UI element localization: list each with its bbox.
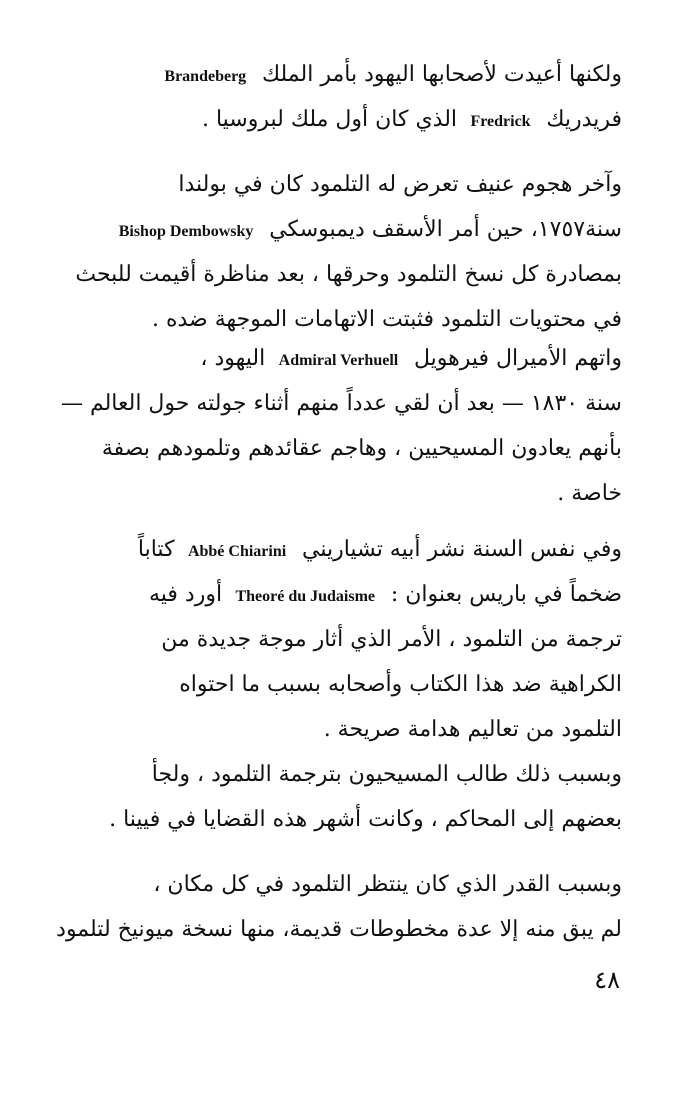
paragraph-4 [78,527,622,752]
text-line [78,162,622,207]
arabic-text: التلمود من تعاليم هدامة صريحة . [323,717,622,742]
text-line [78,97,622,142]
latin-title: Theoré du Judaisme [235,588,376,605]
arabic-text: بعضهم إلى المحاكم ، وكانت أشهر هذه القضايا في فيينا . [109,807,622,832]
text-line [78,707,622,752]
arabic-text: أورد فيه [148,582,223,607]
arabic-text: سنة١٧٥٧، حين أمر الأسقف ديمبوسكي [269,217,622,242]
text-line [75,252,622,297]
arabic-text: سنة ١٨٣٠ — بعد أن لقي عدداً منهم أثناء جولته حول العالم — [60,391,622,416]
text-line [78,336,622,381]
arabic-text: بأنهم يعادون المسيحيين ، وهاجم عقائدهم وتلمودهم بصفة [101,436,622,461]
arabic-text: الذي كان أول ملك لبروسيا . [201,107,458,132]
paragraph-2 [75,162,622,342]
arabic-text: كتاباً [137,537,175,562]
latin-name: Bishop Dembowsky [118,223,254,240]
text-line [78,797,622,842]
latin-name: Abbé Chiarini [187,543,287,560]
text-line [78,662,622,707]
arabic-text: لم يبق منه إلا عدة مخطوطات قديمة، منها نسخة ميونيخ لتلمود [56,917,622,942]
page-number: ٤٨ [594,966,620,994]
paragraph-3 [60,336,622,516]
arabic-text: ضخماً في باريس بعنوان : [390,582,622,607]
text-line [78,617,622,662]
text-line [78,52,622,97]
paragraph-1 [78,52,622,142]
text-line [78,426,622,471]
arabic-text: في محتويات التلمود فثبتت الاتهامات الموجهة ضده . [152,307,622,332]
latin-name: Fredrick [470,113,531,130]
arabic-text: اليهود ، [200,346,266,371]
text-line [78,471,622,516]
text-line [78,752,622,797]
text-line [78,207,622,252]
text-line [60,381,622,426]
arabic-text: واتهم الأميرال فيرهويل [414,346,622,371]
arabic-text: ولكنها أعيدت لأصحابها اليهود بأمر الملك [261,62,622,87]
arabic-text: وبسبب ذلك طالب المسيحيون بترجمة التلمود ، ولجأ [151,762,622,787]
text-line [78,572,622,617]
paragraph-6 [56,862,622,952]
text-line [78,527,622,572]
text-line [78,862,622,907]
arabic-text: خاصة . [557,481,622,506]
arabic-text: وبسبب القدر الذي كان ينتظر التلمود في كل مكان ، [153,872,622,897]
arabic-text: بمصادرة كل نسخ التلمود وحرقها ، بعد مناظرة أقيمت للبحث [75,262,622,287]
text-line [56,907,622,952]
arabic-text: فريدريك [546,107,622,132]
latin-name: Brandeberg [164,68,247,85]
arabic-text: وآخر هجوم عنيف تعرض له التلمود كان في بولندا [178,172,622,197]
arabic-text: الكراهية ضد هذا الكتاب وأصحابه بسبب ما احتواه [179,672,622,697]
latin-name: Admiral Verhuell [278,352,399,369]
arabic-text: وفي نفس السنة نشر أبيه تشياريني [302,537,622,562]
arabic-text: ترجمة من التلمود ، الأمر الذي أثار موجة جديدة من [161,627,622,652]
paragraph-5 [78,752,622,842]
